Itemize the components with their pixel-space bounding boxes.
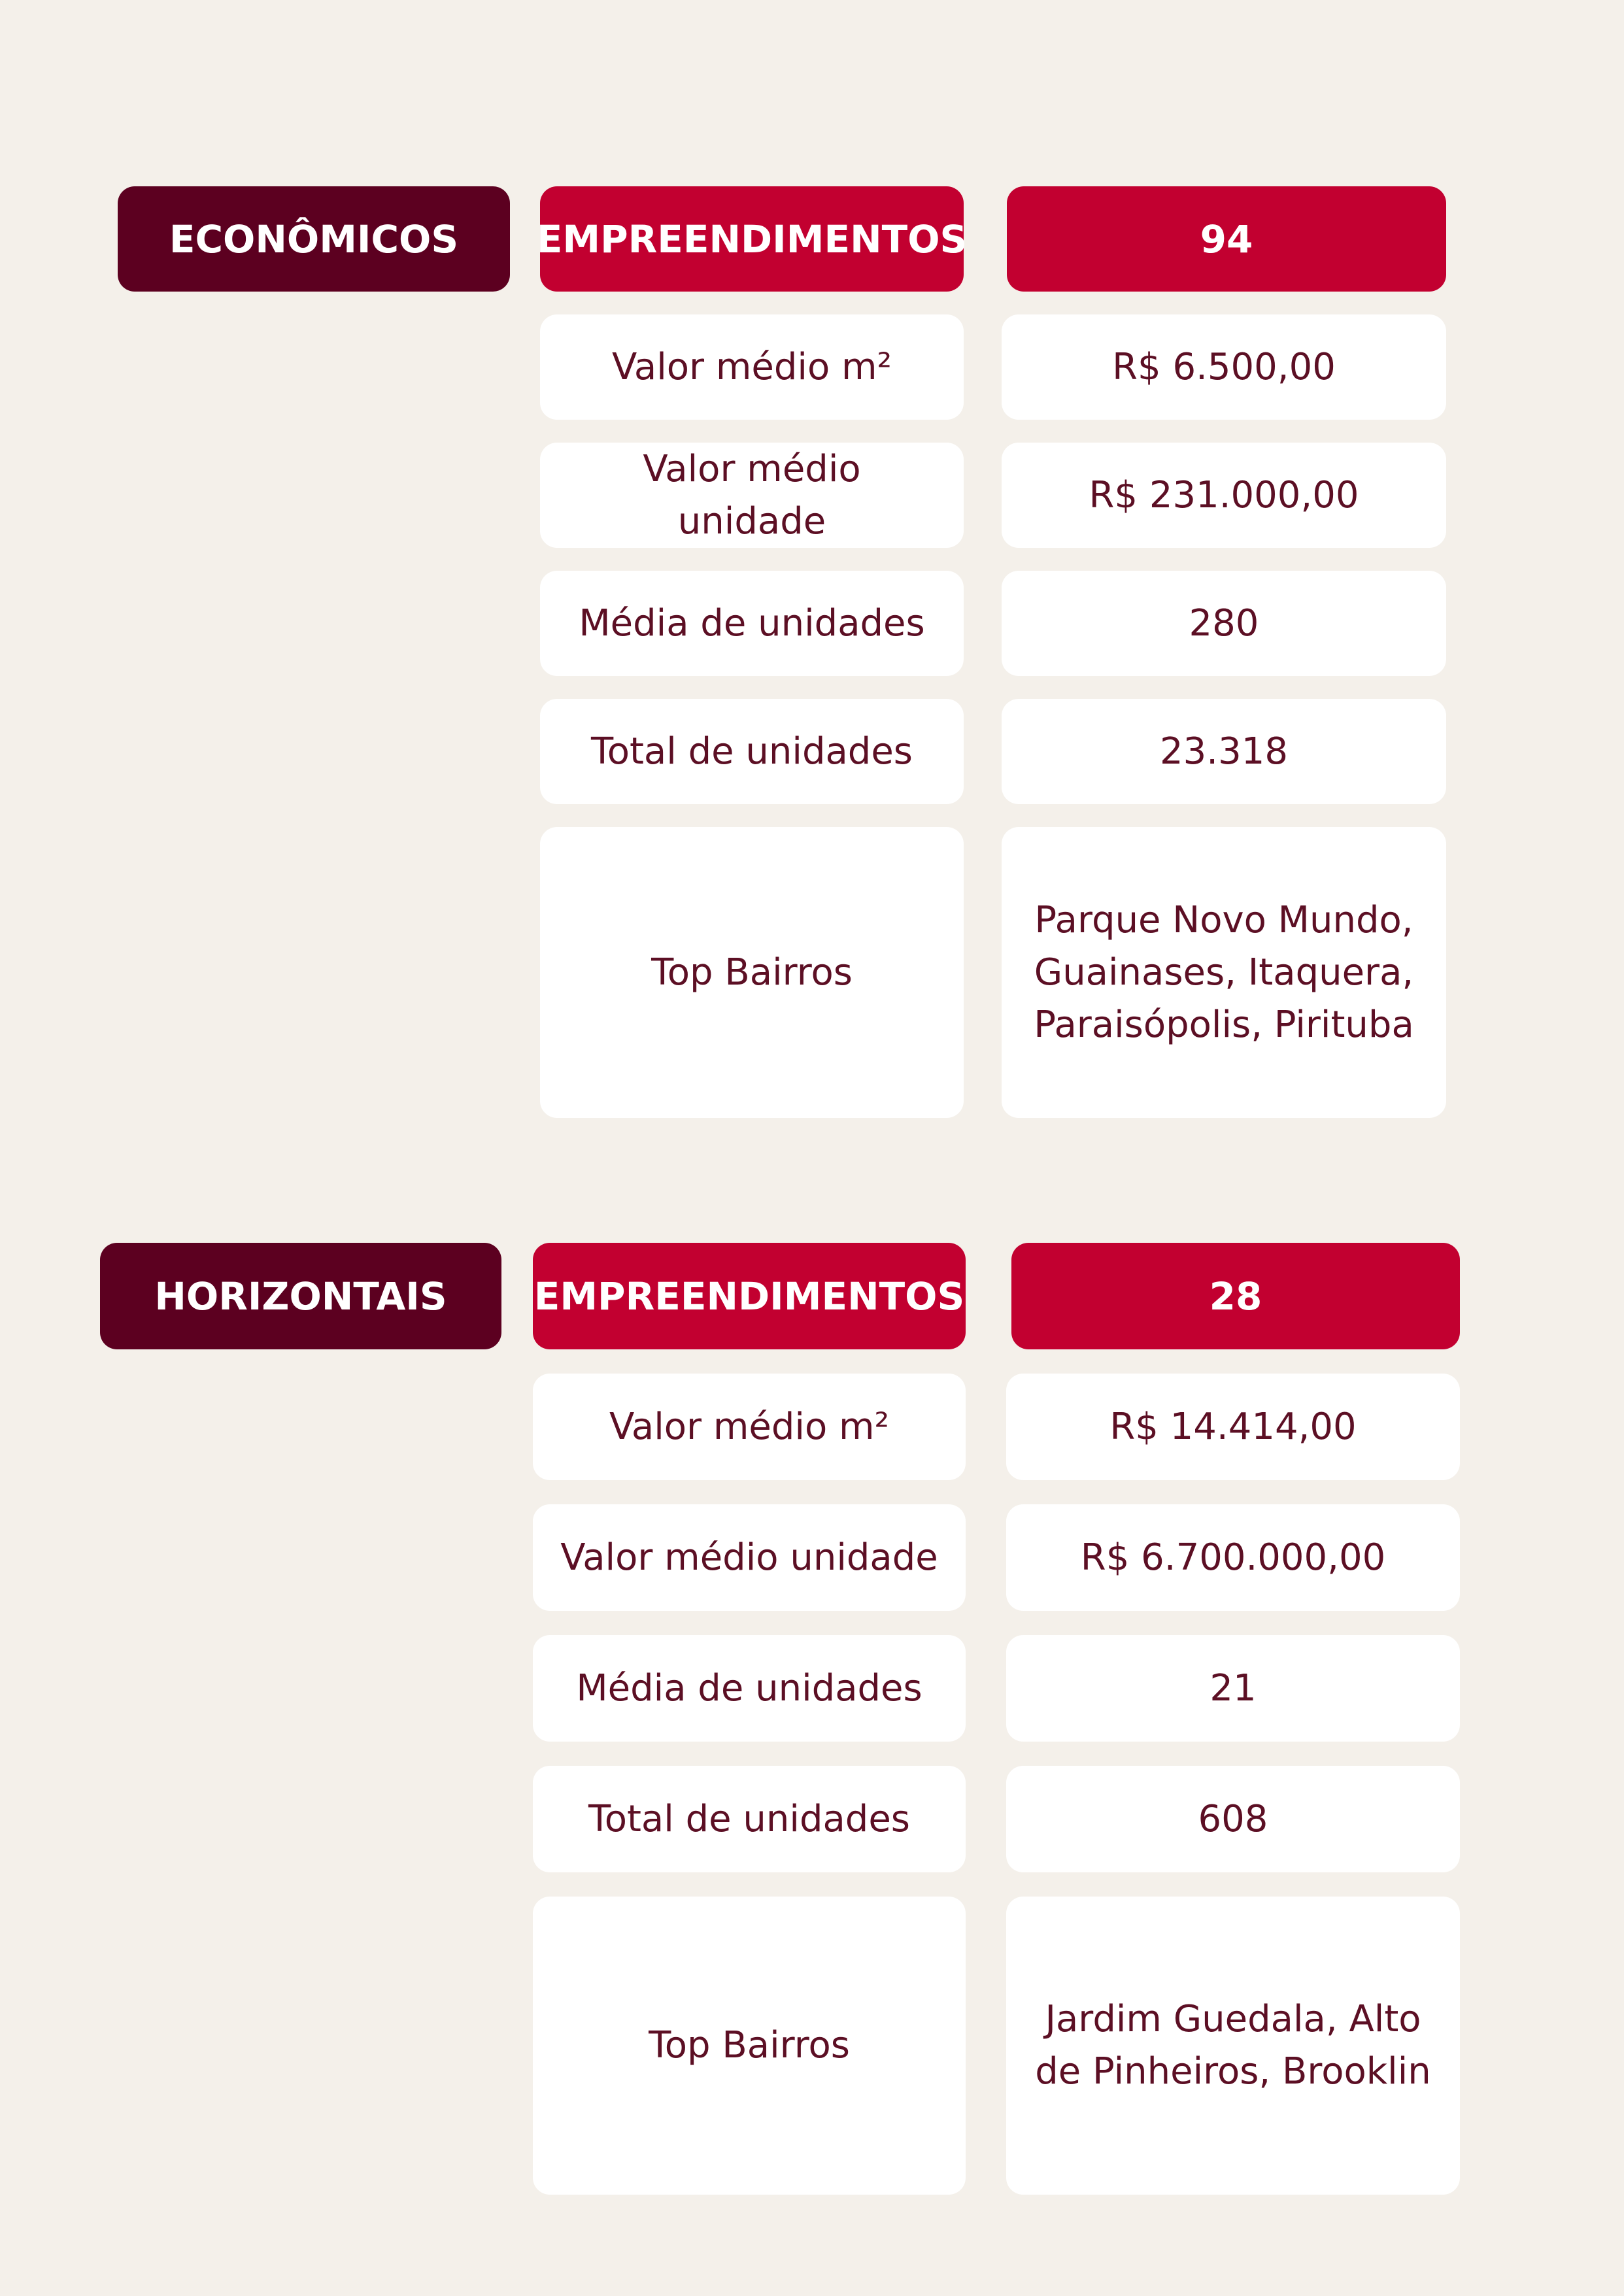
row-value-top-bairros: Jardim Guedala, Alto de Pinheiros, Brooklin xyxy=(1006,1897,1460,2195)
row-label-media-de-unidades: Média de unidades xyxy=(533,1635,966,1742)
empreendimentos-value: 94 xyxy=(1007,186,1446,292)
empreendimentos-value: 28 xyxy=(1011,1243,1460,1349)
row-label-valor-medio-m2: Valor médio m² xyxy=(540,314,964,420)
row-value-total-de-unidades: 23.318 xyxy=(1002,699,1446,804)
category-label: ECONÔMICOS xyxy=(118,186,510,292)
empreendimentos-label: EMPREENDIMENTOS xyxy=(533,1243,966,1349)
row-label-total-de-unidades: Total de unidades xyxy=(533,1766,966,1872)
row-value-media-de-unidades: 21 xyxy=(1006,1635,1460,1742)
category-label: HORIZONTAIS xyxy=(100,1243,501,1349)
row-label-top-bairros: Top Bairros xyxy=(540,827,964,1118)
row-label-total-de-unidades: Total de unidades xyxy=(540,699,964,804)
row-label-top-bairros: Top Bairros xyxy=(533,1897,966,2195)
row-label-valor-medio-unidade: Valor médio unidade xyxy=(533,1504,966,1611)
row-value-valor-medio-unidade: R$ 231.000,00 xyxy=(1002,443,1446,548)
row-label-valor-medio-m2: Valor médio m² xyxy=(533,1374,966,1480)
empreendimentos-label: EMPREENDIMENTOS xyxy=(540,186,964,292)
row-value-top-bairros: Parque Novo Mundo, Guainases, Itaquera, Paraisópolis, Pirituba xyxy=(1002,827,1446,1118)
row-label-media-de-unidades: Média de unidades xyxy=(540,571,964,676)
row-value-valor-medio-m2: R$ 14.414,00 xyxy=(1006,1374,1460,1480)
row-label-valor-medio-unidade: Valor médio unidade xyxy=(540,443,964,548)
row-value-total-de-unidades: 608 xyxy=(1006,1766,1460,1872)
row-value-media-de-unidades: 280 xyxy=(1002,571,1446,676)
row-value-valor-medio-m2: R$ 6.500,00 xyxy=(1002,314,1446,420)
row-value-valor-medio-unidade: R$ 6.700.000,00 xyxy=(1006,1504,1460,1611)
